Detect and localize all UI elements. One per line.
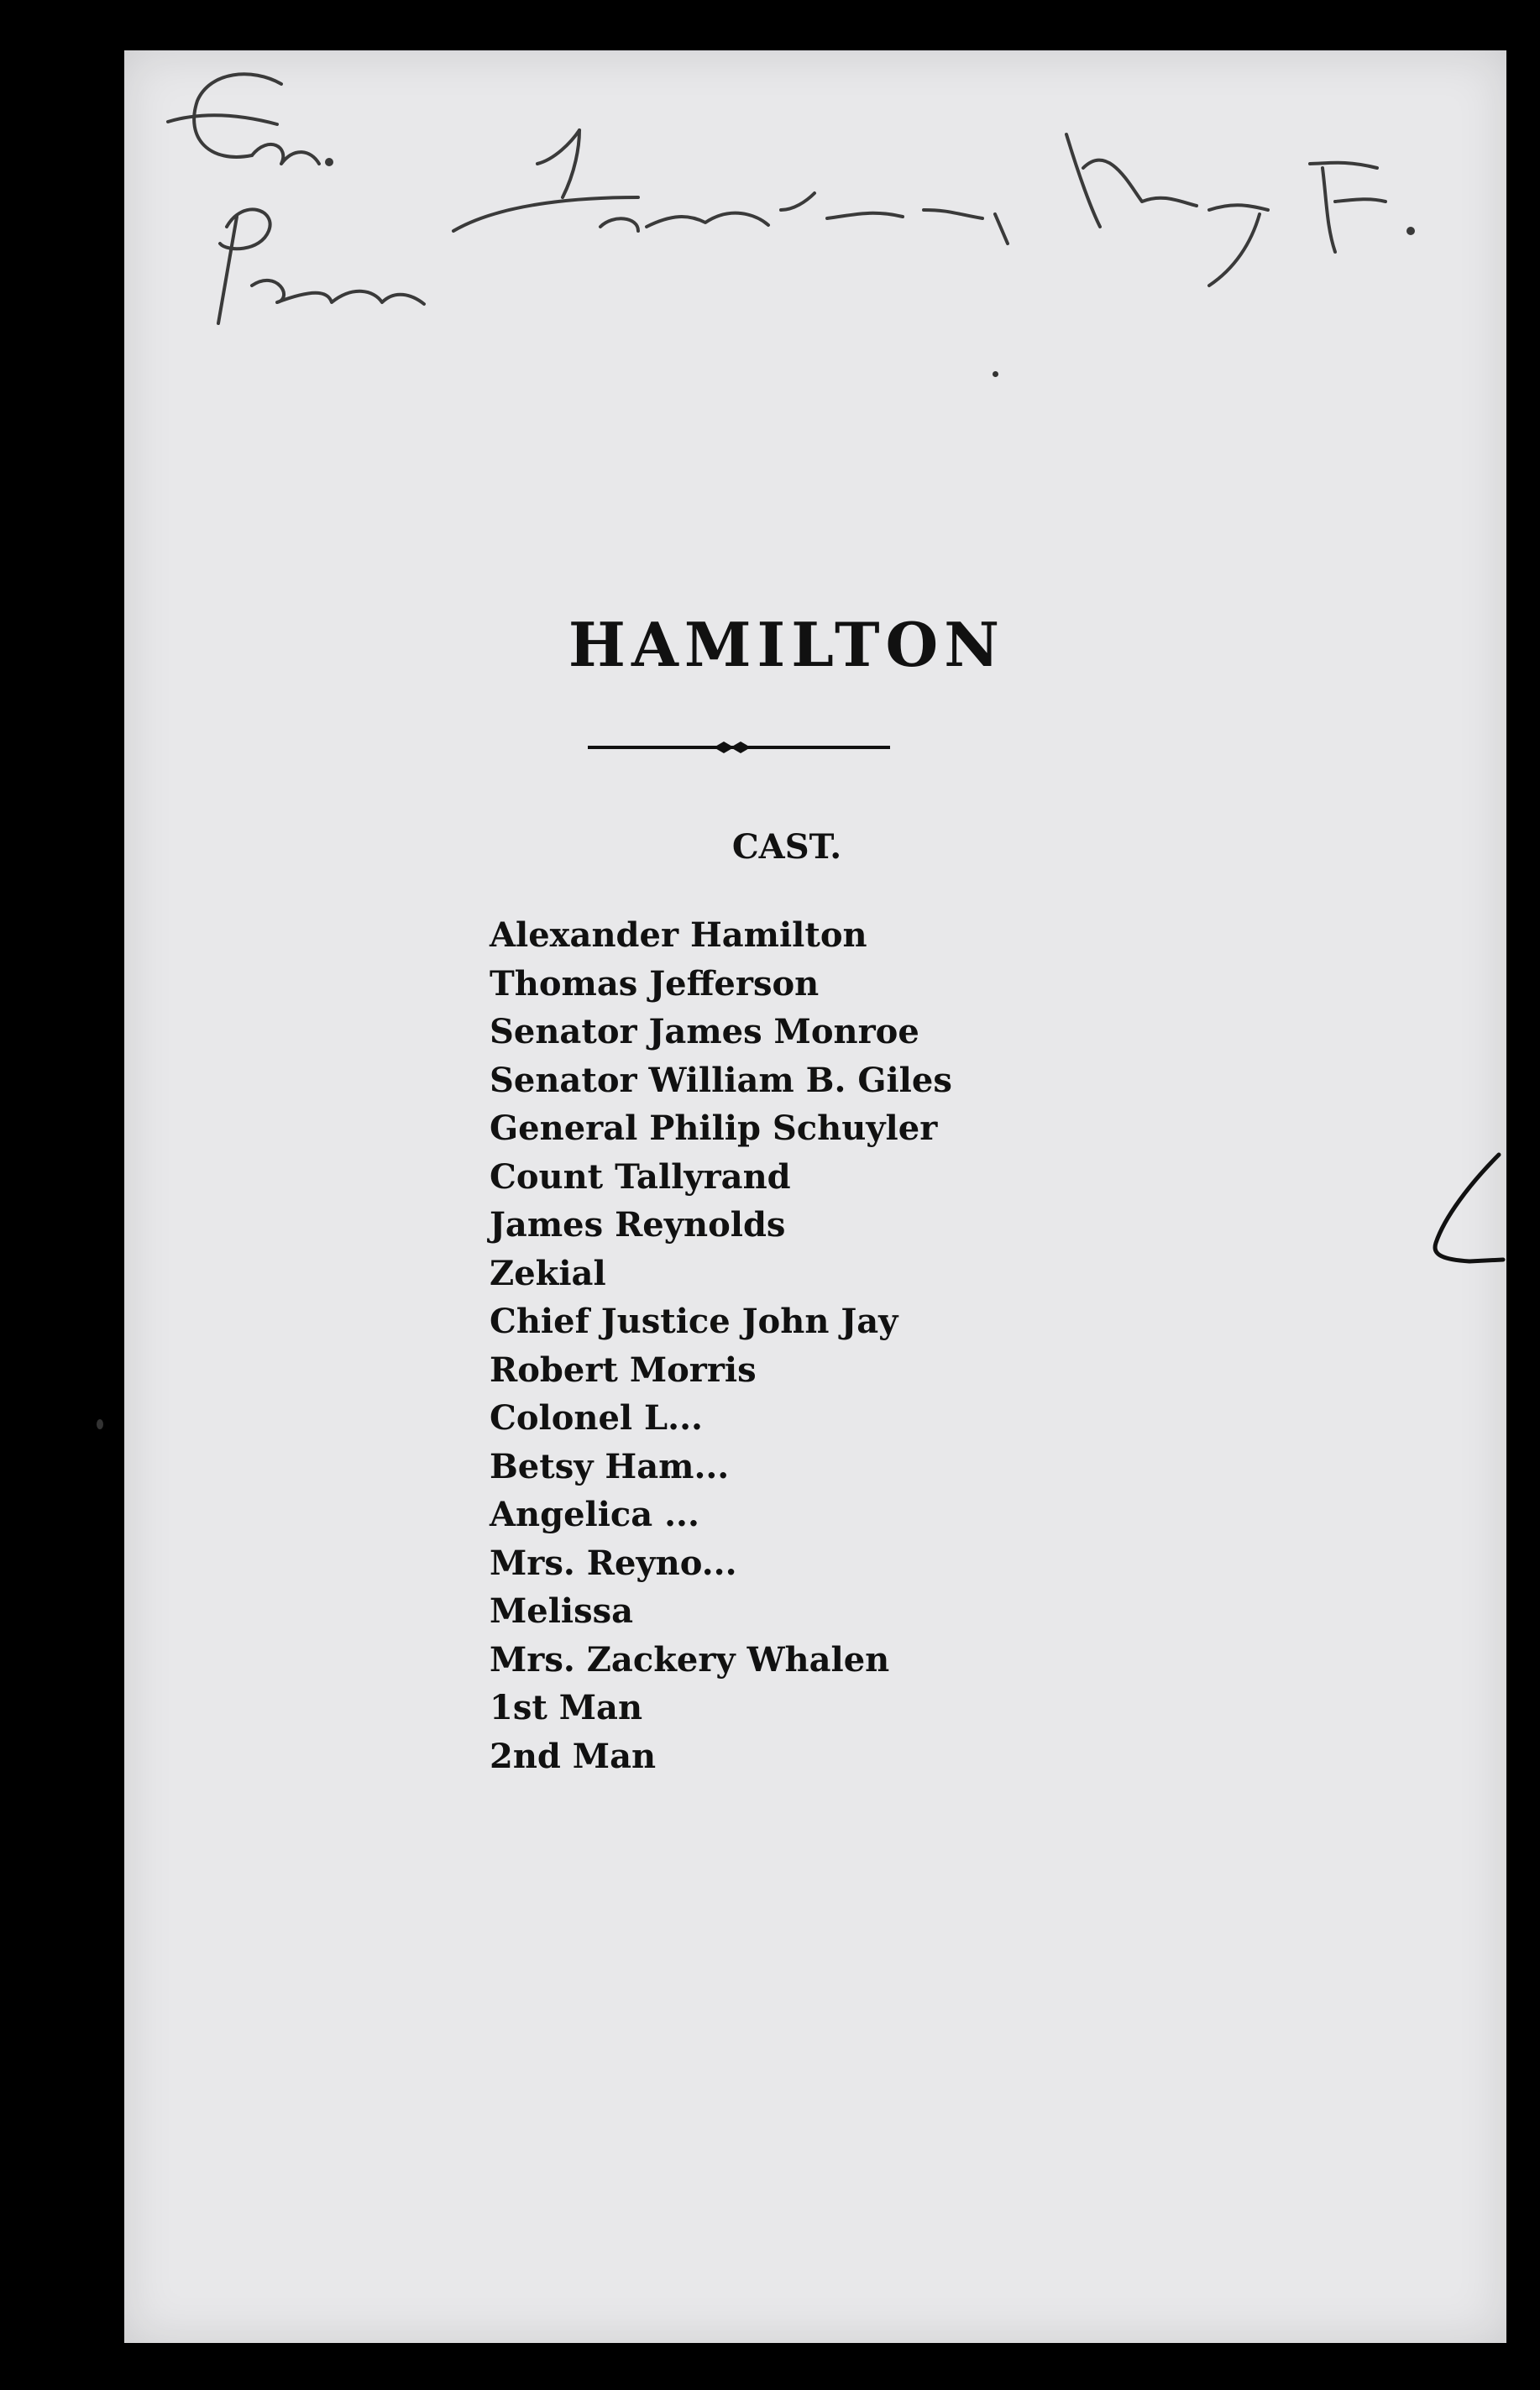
cast-item: Mrs. Zackery Whalen [490, 1639, 890, 1680]
page-title: HAMILTON [568, 609, 1006, 680]
cast-item: Angelica ... [490, 1495, 699, 1534]
cast-item: Robert Morris [490, 1350, 757, 1390]
cast-item: General Philip Schuyler [490, 1109, 938, 1148]
cast-list [490, 911, 952, 1780]
divider-ornament [588, 735, 890, 760]
cast-item: 1st Man [490, 1688, 643, 1727]
cast-item: 2nd Man [490, 1736, 657, 1776]
cast-item: Colonel L... [490, 1398, 703, 1438]
cast-item: Chief Justice John Jay [490, 1302, 898, 1341]
cast-heading: CAST. [731, 827, 842, 867]
cast-item: Senator James Monroe [490, 1012, 919, 1051]
cast-item: Mrs. Reyno... [490, 1543, 737, 1583]
cast-item: James Reynolds [490, 1205, 786, 1245]
cast-item: Zekial [490, 1253, 606, 1293]
cast-item: Senator William B. Giles [490, 1060, 952, 1100]
ink-dot [993, 371, 998, 377]
margin-bracket-mark [1419, 1150, 1511, 1276]
cast-item: Count Tallyrand [490, 1156, 791, 1197]
cast-item: Melissa [490, 1591, 634, 1631]
cast-item: Alexander Hamilton [490, 915, 867, 955]
cast-item: Thomas Jefferson [490, 963, 820, 1004]
ink-dot [97, 1419, 103, 1429]
cast-item: Betsy Ham... [490, 1446, 730, 1486]
